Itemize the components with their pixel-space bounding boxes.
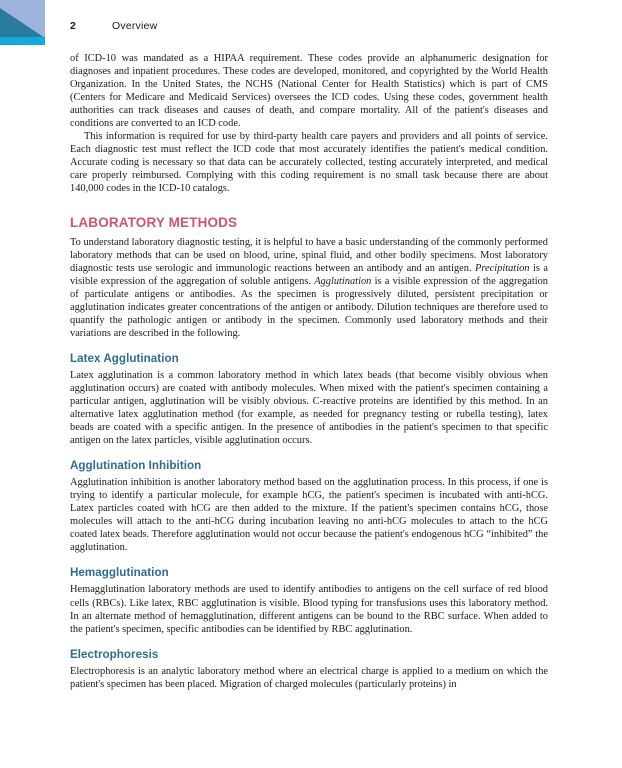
subsection-heading-agglutination-inhibition: Agglutination Inhibition: [70, 459, 202, 473]
intro-text-part-3: is a visible expression of the aggregation of particulate antigens or antibodies. As the specimen is progressively diluted, persistent precipitation or agglutination indicates greater concentrations of the antigen or antibody. Dilution techniques are therefore used to quantify the pathologic antigen or antibody in the specimen. Commonly used laboratory methods and their variations are described in the following.: [70, 275, 548, 339]
running-header: [70, 20, 548, 32]
chapter-title: Overview: [112, 20, 158, 32]
corner-decoration-graphic: [0, 0, 45, 45]
paragraph-hemagglutination: Hemagglutination laboratory methods are used to identify antibodies to antigens on the cell surface of red blood cells (RBCs). Like latex, RBC agglutination is visible. Blood typing for transfusions uses this laboratory method. In an alternate method of hemagglutination, different antigens can be bound to the RBC surface. When added to the patient's specimen, specific antibodies can be identified by RBC agglutination.: [70, 584, 548, 635]
term-precipitation: Precipitation: [475, 262, 530, 274]
paragraph-latex-agglutination: Latex agglutination is a common laboratory method in which latex beads (that become visibly obvious when agglutination occurs) are coated with antibody molecules. When mixed with the patient's specimen containing a particular antigen, agglutination will be visibly obvious. C-reactive proteins are identified by this method. In an alternative latex agglutination method (for example, as needed for pregnancy testing or rubella testing), latex beads are coated with a specific antigen. In the presence of antibodies in the patient's specimen to that specific antigen on the latex particles, visible agglutination occurs.: [70, 369, 548, 447]
subsection-heading-hemagglutination: Hemagglutination: [70, 566, 169, 580]
graphic-bar-shape: [0, 37, 45, 45]
paragraph-icd-continued: of ICD-10 was mandated as a HIPAA requirement. These codes provide an alphanumeric designation for diagnoses and inpatient procedures. These codes are developed, monitored, and copyrighted by the World Health Organization. In the United States, the NCHS (National Center for Health Statistics) which is part of CMS (Centers for Medicare and Medicaid Services) oversees the ICD codes. Using these codes, government health authorities can track diseases and causes of death, and compare mortality. All of the patient's diseases and conditions are converted to an ICD code.: [70, 53, 548, 130]
intro-text-part-2: is a visible expression of the aggregation of soluble antigens.: [70, 262, 548, 287]
subsection-heading-latex-agglutination: Latex Agglutination: [70, 351, 179, 365]
term-agglutination: Agglutination: [314, 275, 372, 287]
subsection-heading-electrophoresis: Electrophoresis: [70, 647, 159, 661]
section-heading-laboratory-methods: LABORATORY METHODS: [70, 214, 238, 230]
page-number: 2: [70, 20, 76, 32]
corner-decoration-svg: [0, 0, 45, 45]
paragraph-icd-usage: This information is required for use by third-party health care payers and providers and all points of service. Each diagnostic test must reflect the ICD code that most accurately identifies the patient's medical condition. Accurate coding is necessary so that data can be accurately collected, testing accurately interpreted, and medical care properly reimbursed. Complying with this coding requirement is no small task because there are about 140,000 codes in the ICD-10 catalogs.: [70, 131, 548, 195]
paragraph-laboratory-methods-intro: [70, 236, 548, 340]
paragraph-electrophoresis: Electrophoresis is an analytic laboratory method where an electrical charge is applied to a medium on which the patient's specimen has been placed. Migration of charged molecules (particularly proteins) in: [70, 665, 548, 690]
paragraph-agglutination-inhibition: Agglutination inhibition is another laboratory method based on the agglutination process. In this process, if one is trying to identify a particular molecule, for example hCG, the patient's specimen is incubated with anti-hCG. Latex particles coated with hCG are then added to the mixture. If the patient's specimen contains hCG, those molecules will attach to the anti-hCG during incubation leaving no anti-hCG molecules to attach to the hCG coated latex beads. Therefore agglutination would not occur because the patient's endogenous hCG “inhibited” the agglutination.: [70, 477, 548, 554]
intro-text-part-1: To understand laboratory diagnostic testing, it is helpful to have a basic understanding of the commonly performed laboratory methods that can be used on blood, urine, spinal fluid, and other bodily specimens. Most laboratory diagnostic tests use serologic and immunologic reactions between an antibody and an antigen.: [70, 236, 548, 274]
page-content: [70, 52, 548, 691]
